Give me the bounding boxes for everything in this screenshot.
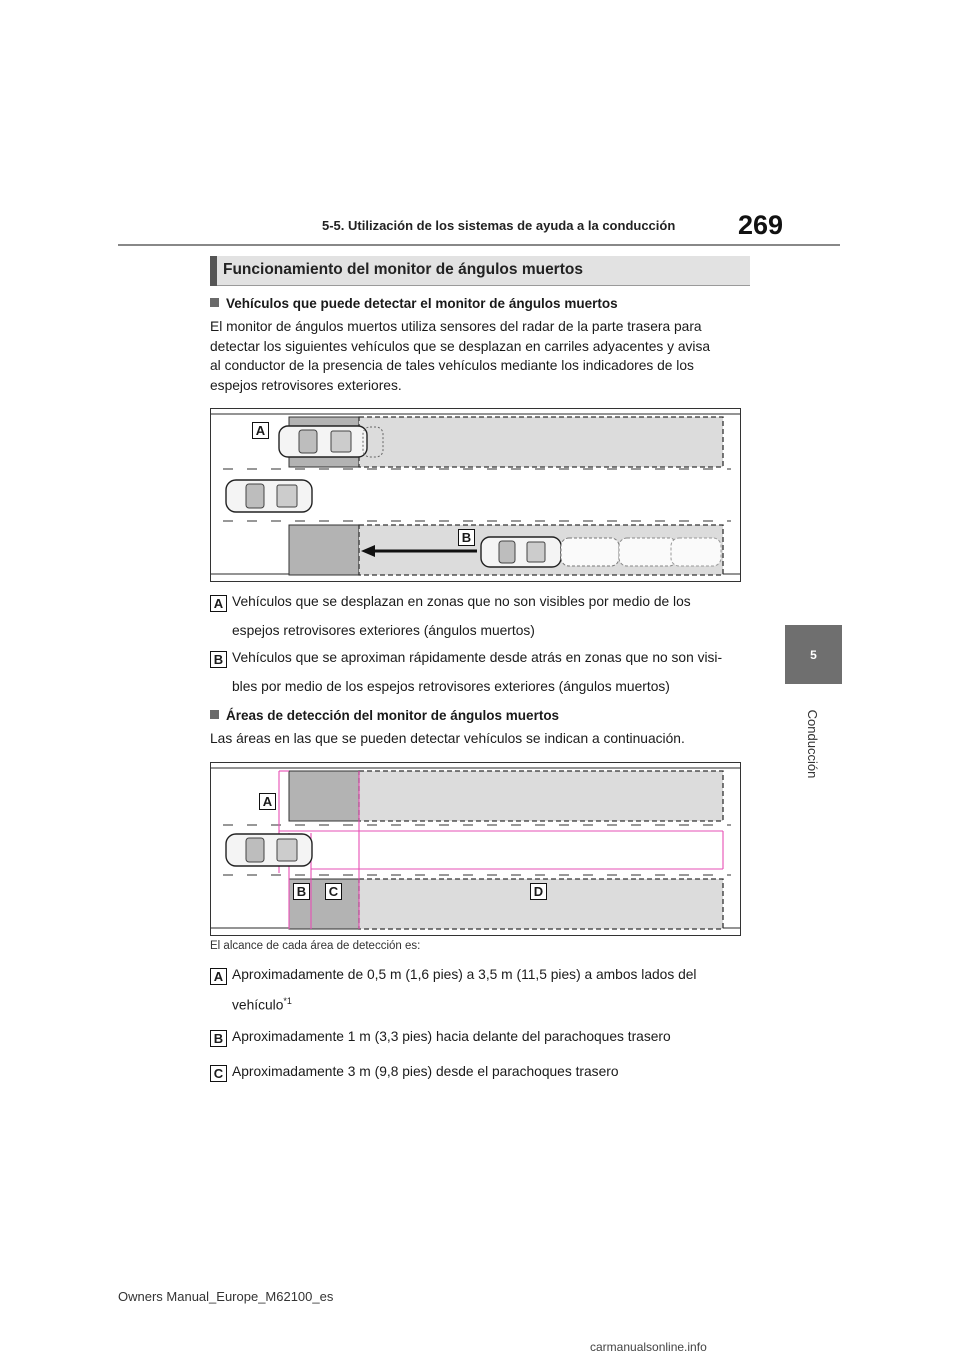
figure-label-a: A — [252, 422, 269, 439]
legend-text: bles por medio de los espejos retrovisores exteriores (ángulos muertos) — [232, 679, 670, 694]
range-note: El alcance de cada área de detección es: — [210, 940, 421, 952]
legend-text: Vehículos que se desplazan en zonas que no son visibles por medio de los — [232, 594, 691, 609]
paragraph-line: El monitor de ángulos muertos utiliza sensores del radar de la parte trasera para — [210, 319, 702, 334]
car-icon — [226, 480, 312, 512]
road-diagram-1 — [211, 409, 740, 581]
figure-label-d: D — [530, 883, 547, 900]
figure-label-b: B — [293, 883, 310, 900]
blind-spot-zone-top — [289, 771, 359, 821]
figure-detection-areas — [210, 762, 741, 936]
legend-text: Vehículos que se aproximan rápidamente desde atrás en zonas que no son visi- — [232, 650, 723, 665]
header-rule — [118, 244, 840, 246]
legend-key: A — [210, 595, 227, 612]
range-item-c — [210, 1064, 750, 1086]
section-title-bar — [210, 256, 750, 286]
subheading-detectable-vehicles: Vehículos que puede detectar el monitor de ángulos muertos — [210, 296, 618, 311]
legend-text: Aproximadamente de 0,5 m (1,6 pies) a 3,5 m (11,5 pies) a ambos lados del — [232, 967, 697, 982]
paragraph-line: espejos retrovisores exteriores. — [210, 377, 402, 393]
blind-spot-zone-bottom — [289, 525, 359, 575]
paragraph-line: detectar los siguientes vehículos que se desplazan en carriles adyacentes y avisa — [210, 338, 711, 354]
detection-zone-top — [359, 417, 723, 467]
paragraph-line: al conductor de la presencia de tales vehículos mediante los indicadores de los — [210, 358, 694, 373]
running-header: 5-5. Utilización de los sistemas de ayuda a la conducción — [322, 218, 676, 233]
legend-item-b — [210, 650, 750, 700]
chapter-tab — [785, 625, 842, 684]
chapter-number: 5 — [810, 647, 817, 662]
legend-key: C — [210, 1065, 227, 1082]
car-trail-icon — [561, 538, 721, 566]
legend-key: A — [210, 968, 227, 985]
footer-doc-id: Owners Manual_Europe_M62100_es — [118, 1289, 334, 1304]
detection-zone-top — [359, 771, 723, 821]
detection-areas-paragraph: Las áreas en las que se pueden detectar vehículos se indican a continuación. — [210, 731, 685, 746]
figure-label-b: B — [458, 529, 475, 546]
square-bullet-icon — [210, 710, 219, 719]
figure-label-a: A — [259, 793, 276, 810]
range-item-b — [210, 1029, 750, 1051]
intro-paragraph — [210, 317, 710, 395]
car-icon — [226, 834, 312, 866]
car-icon — [481, 537, 561, 567]
page-number: 269 — [738, 210, 784, 240]
range-item-a — [210, 967, 750, 1017]
legend-text: Aproximadamente 3 m (9,8 pies) desde el parachoques trasero — [232, 1064, 619, 1079]
section-title: Funcionamiento del monitor de ángulos muertos — [223, 261, 583, 278]
legend-item-a — [210, 594, 750, 644]
legend-text: espejos retrovisores exteriores (ángulos muertos) — [232, 623, 535, 638]
figure-detectable-vehicles — [210, 408, 741, 582]
footnote-mark: *1 — [283, 996, 292, 1006]
watermark: carmanualsonline.info — [590, 1340, 707, 1354]
chapter-label: Conducción — [805, 709, 820, 779]
section-marker — [210, 256, 217, 286]
figure-label-c: C — [325, 883, 342, 900]
car-icon — [279, 426, 367, 457]
road-diagram-2 — [211, 763, 740, 935]
legend-text-line2: vehículo$^{*1}$ — [232, 996, 292, 1013]
subheading-detection-areas: Áreas de detección del monitor de ángulos muertos — [210, 708, 559, 723]
square-bullet-icon — [210, 298, 219, 307]
legend-text: Aproximadamente 1 m (3,3 pies) hacia delante del parachoques trasero — [232, 1029, 671, 1044]
legend-key: B — [210, 651, 227, 668]
legend-key: B — [210, 1030, 227, 1047]
